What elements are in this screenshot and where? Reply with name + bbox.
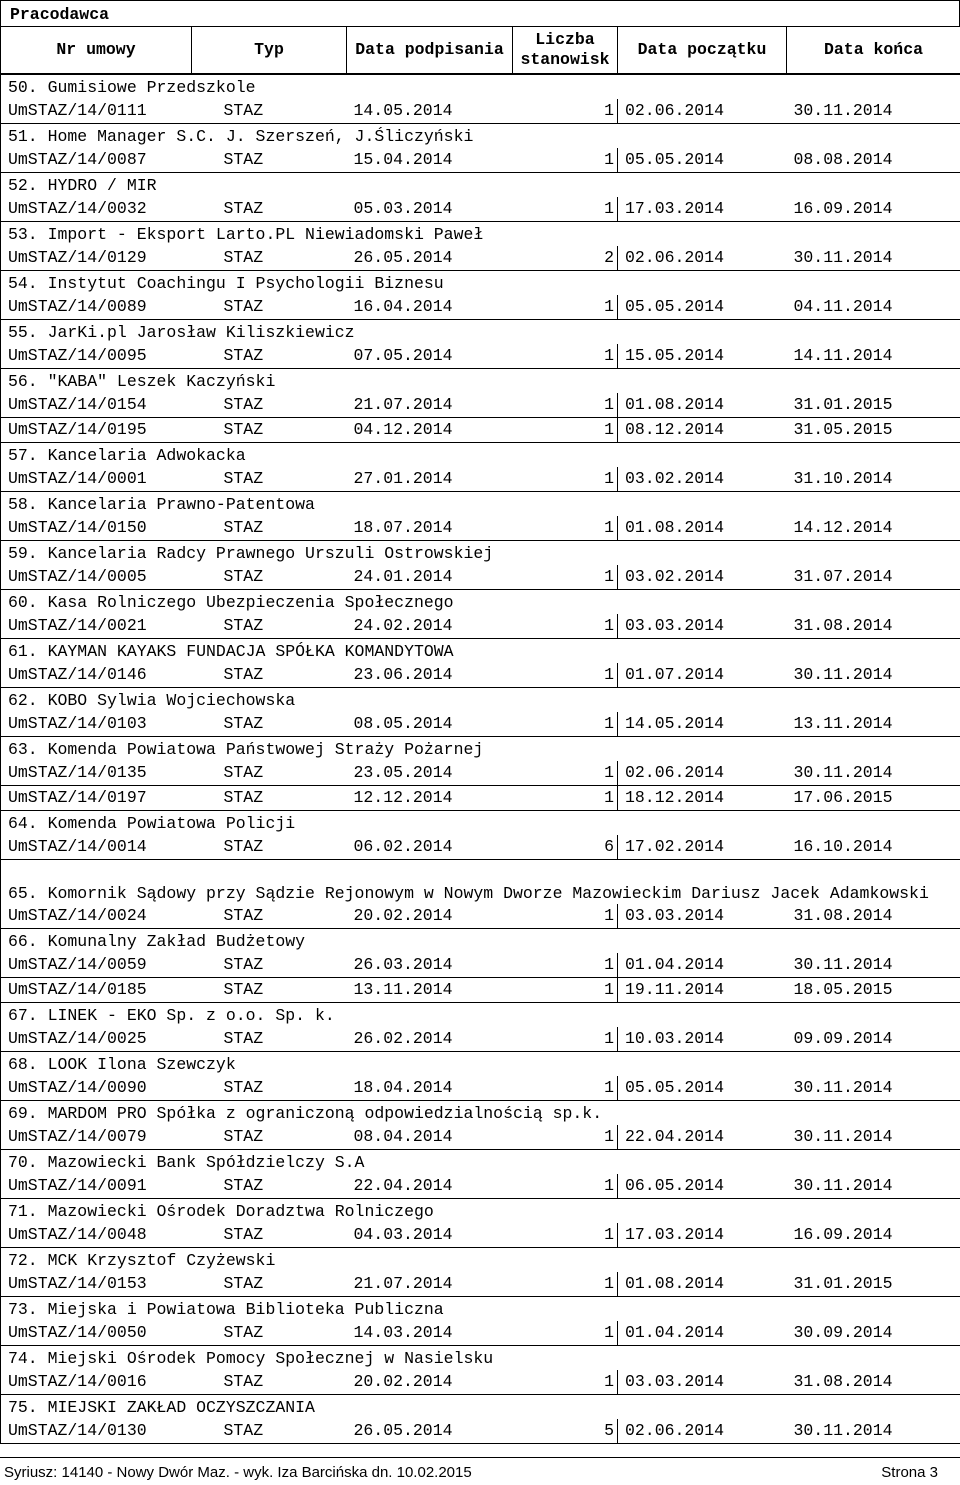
employer-name: 53. Import - Eksport Larto.PL Niewiadomski Paweł bbox=[1, 222, 960, 247]
contract-row bbox=[1, 761, 960, 786]
sign-date: 04.03.2014 bbox=[347, 1223, 513, 1248]
contract-no: UmSTAZ/14/0079 bbox=[1, 1125, 192, 1150]
start-date: 17.03.2014 bbox=[618, 1223, 787, 1248]
start-date: 01.04.2014 bbox=[618, 1321, 787, 1346]
positions-count: 1 bbox=[513, 1321, 618, 1346]
employer-name: 68. LOOK Ilona Szewczyk bbox=[1, 1052, 960, 1077]
contract-type: STAZ bbox=[192, 663, 347, 688]
start-date: 19.11.2014 bbox=[618, 978, 787, 1003]
positions-count: 1 bbox=[513, 614, 618, 639]
employer-name: 72. MCK Krzysztof Czyżewski bbox=[1, 1248, 960, 1273]
end-date: 09.09.2014 bbox=[787, 1027, 960, 1052]
end-date: 14.12.2014 bbox=[787, 516, 960, 541]
contract-type: STAZ bbox=[192, 1223, 347, 1248]
positions-count: 1 bbox=[513, 978, 618, 1003]
positions-count: 1 bbox=[513, 1174, 618, 1199]
contract-row bbox=[1, 246, 960, 271]
employer-name: 74. Miejski Ośrodek Pomocy Społecznej w Nasielsku bbox=[1, 1346, 960, 1371]
employer-name: 70. Mazowiecki Bank Spółdzielczy S.A bbox=[1, 1150, 960, 1175]
contract-no: UmSTAZ/14/0014 bbox=[1, 835, 192, 860]
start-date: 01.08.2014 bbox=[618, 1272, 787, 1297]
contract-row bbox=[1, 418, 960, 443]
employer-name: 73. Miejska i Powiatowa Biblioteka Publiczna bbox=[1, 1297, 960, 1322]
table-body bbox=[1, 74, 960, 1444]
end-date: 04.11.2014 bbox=[787, 295, 960, 320]
employer-row bbox=[1, 1248, 960, 1273]
contract-row bbox=[1, 565, 960, 590]
end-date: 17.06.2015 bbox=[787, 786, 960, 811]
contract-row bbox=[1, 148, 960, 173]
employer-header bbox=[0, 0, 960, 27]
start-date: 01.04.2014 bbox=[618, 953, 787, 978]
end-date: 31.08.2014 bbox=[787, 614, 960, 639]
positions-count: 1 bbox=[513, 663, 618, 688]
contract-type: STAZ bbox=[192, 1272, 347, 1297]
contract-no: UmSTAZ/14/0153 bbox=[1, 1272, 192, 1297]
contract-no: UmSTAZ/14/0024 bbox=[1, 904, 192, 929]
end-date: 31.01.2015 bbox=[787, 393, 960, 418]
end-date: 18.05.2015 bbox=[787, 978, 960, 1003]
contract-no: UmSTAZ/14/0197 bbox=[1, 786, 192, 811]
contract-row bbox=[1, 197, 960, 222]
employer-name: 50. Gumisiowe Przedszkole bbox=[1, 74, 960, 99]
employer-name: 57. Kancelaria Adwokacka bbox=[1, 443, 960, 468]
end-date: 30.09.2014 bbox=[787, 1321, 960, 1346]
employer-name: 63. Komenda Powiatowa Państwowej Straży Pożarnej bbox=[1, 737, 960, 762]
contract-no: UmSTAZ/14/0095 bbox=[1, 344, 192, 369]
end-date: 31.08.2014 bbox=[787, 1370, 960, 1395]
contract-row bbox=[1, 614, 960, 639]
contract-no: UmSTAZ/14/0048 bbox=[1, 1223, 192, 1248]
contract-type: STAZ bbox=[192, 1419, 347, 1444]
sign-date: 22.04.2014 bbox=[347, 1174, 513, 1199]
positions-count: 1 bbox=[513, 99, 618, 124]
column-header-sign-date: Data podpisania bbox=[347, 27, 513, 75]
positions-count: 1 bbox=[513, 1272, 618, 1297]
positions-count: 1 bbox=[513, 148, 618, 173]
sign-date: 05.03.2014 bbox=[347, 197, 513, 222]
positions-count: 1 bbox=[513, 393, 618, 418]
end-date: 16.09.2014 bbox=[787, 197, 960, 222]
contract-row bbox=[1, 712, 960, 737]
sign-date: 23.05.2014 bbox=[347, 761, 513, 786]
contract-row bbox=[1, 904, 960, 929]
column-header-positions: Liczba stanowisk bbox=[513, 27, 618, 75]
contract-no: UmSTAZ/14/0025 bbox=[1, 1027, 192, 1052]
contract-row bbox=[1, 663, 960, 688]
contract-type: STAZ bbox=[192, 418, 347, 443]
positions-count: 1 bbox=[513, 418, 618, 443]
positions-count: 1 bbox=[513, 1370, 618, 1395]
contract-row bbox=[1, 467, 960, 492]
contract-row bbox=[1, 1370, 960, 1395]
column-header-contract-no: Nr umowy bbox=[1, 27, 192, 75]
employer-row bbox=[1, 1199, 960, 1224]
contract-no: UmSTAZ/14/0091 bbox=[1, 1174, 192, 1199]
start-date: 01.07.2014 bbox=[618, 663, 787, 688]
contract-type: STAZ bbox=[192, 516, 347, 541]
employer-row bbox=[1, 1101, 960, 1126]
employer-row bbox=[1, 737, 960, 762]
contract-type: STAZ bbox=[192, 246, 347, 271]
contract-type: STAZ bbox=[192, 712, 347, 737]
contract-type: STAZ bbox=[192, 197, 347, 222]
positions-count: 1 bbox=[513, 295, 618, 320]
start-date: 05.05.2014 bbox=[618, 148, 787, 173]
positions-count: 1 bbox=[513, 1125, 618, 1150]
contract-type: STAZ bbox=[192, 344, 347, 369]
sign-date: 08.05.2014 bbox=[347, 712, 513, 737]
positions-count: 1 bbox=[513, 1076, 618, 1101]
positions-count: 1 bbox=[513, 565, 618, 590]
start-date: 15.05.2014 bbox=[618, 344, 787, 369]
positions-count: 5 bbox=[513, 1419, 618, 1444]
employer-name: 71. Mazowiecki Ośrodek Doradztwa Rolniczego bbox=[1, 1199, 960, 1224]
employer-name: 56. "KABA" Leszek Kaczyński bbox=[1, 369, 960, 394]
employer-name: 59. Kancelaria Radcy Prawnego Urszuli Ostrowskiej bbox=[1, 541, 960, 566]
contract-row bbox=[1, 516, 960, 541]
contract-type: STAZ bbox=[192, 1174, 347, 1199]
sign-date: 08.04.2014 bbox=[347, 1125, 513, 1150]
employer-row bbox=[1, 369, 960, 394]
contract-row bbox=[1, 1076, 960, 1101]
contract-type: STAZ bbox=[192, 835, 347, 860]
sign-date: 15.04.2014 bbox=[347, 148, 513, 173]
contract-row bbox=[1, 99, 960, 124]
contract-type: STAZ bbox=[192, 148, 347, 173]
sign-date: 18.04.2014 bbox=[347, 1076, 513, 1101]
start-date: 08.12.2014 bbox=[618, 418, 787, 443]
contract-type: STAZ bbox=[192, 904, 347, 929]
employer-row bbox=[1, 492, 960, 517]
contract-no: UmSTAZ/14/0150 bbox=[1, 516, 192, 541]
end-date: 30.11.2014 bbox=[787, 761, 960, 786]
sign-date: 26.05.2014 bbox=[347, 1419, 513, 1444]
start-date: 03.02.2014 bbox=[618, 467, 787, 492]
employer-name: 64. Komenda Powiatowa Policji bbox=[1, 811, 960, 836]
start-date: 02.06.2014 bbox=[618, 1419, 787, 1444]
end-date: 31.08.2014 bbox=[787, 904, 960, 929]
end-date: 16.09.2014 bbox=[787, 1223, 960, 1248]
employer-row bbox=[1, 124, 960, 149]
end-date: 30.11.2014 bbox=[787, 1419, 960, 1444]
employer-name: 75. MIEJSKI ZAKŁAD OCZYSZCZANIA bbox=[1, 1395, 960, 1420]
positions-count: 1 bbox=[513, 1223, 618, 1248]
contract-row bbox=[1, 1223, 960, 1248]
contract-no: UmSTAZ/14/0032 bbox=[1, 197, 192, 222]
start-date: 03.03.2014 bbox=[618, 614, 787, 639]
positions-count: 1 bbox=[513, 1027, 618, 1052]
contract-no: UmSTAZ/14/0130 bbox=[1, 1419, 192, 1444]
contract-row bbox=[1, 393, 960, 418]
start-date: 18.12.2014 bbox=[618, 786, 787, 811]
sign-date: 14.03.2014 bbox=[347, 1321, 513, 1346]
sign-date: 06.02.2014 bbox=[347, 835, 513, 860]
employer-row bbox=[1, 688, 960, 713]
end-date: 30.11.2014 bbox=[787, 1174, 960, 1199]
column-header-start-date: Data początku bbox=[618, 27, 787, 75]
start-date: 03.02.2014 bbox=[618, 565, 787, 590]
start-date: 02.06.2014 bbox=[618, 761, 787, 786]
contract-no: UmSTAZ/14/0111 bbox=[1, 99, 192, 124]
end-date: 13.11.2014 bbox=[787, 712, 960, 737]
contract-type: STAZ bbox=[192, 393, 347, 418]
contract-row bbox=[1, 786, 960, 811]
employer-row bbox=[1, 320, 960, 345]
employer-name: 69. MARDOM PRO Spółka z ograniczoną odpowiedzialnością sp.k. bbox=[1, 1101, 960, 1126]
contract-type: STAZ bbox=[192, 295, 347, 320]
contract-no: UmSTAZ/14/0087 bbox=[1, 148, 192, 173]
contract-no: UmSTAZ/14/0001 bbox=[1, 467, 192, 492]
contract-type: STAZ bbox=[192, 1076, 347, 1101]
employer-name: 65. Komornik Sądowy przy Sądzie Rejonowym w Nowym Dworze Mazowieckim Dariusz Jacek Adamkowski bbox=[1, 860, 960, 905]
start-date: 02.06.2014 bbox=[618, 99, 787, 124]
contract-no: UmSTAZ/14/0089 bbox=[1, 295, 192, 320]
contract-type: STAZ bbox=[192, 953, 347, 978]
contract-no: UmSTAZ/14/0021 bbox=[1, 614, 192, 639]
contract-type: STAZ bbox=[192, 978, 347, 1003]
contract-no: UmSTAZ/14/0016 bbox=[1, 1370, 192, 1395]
start-date: 22.04.2014 bbox=[618, 1125, 787, 1150]
start-date: 01.08.2014 bbox=[618, 516, 787, 541]
contract-row bbox=[1, 835, 960, 860]
sign-date: 26.05.2014 bbox=[347, 246, 513, 271]
contract-type: STAZ bbox=[192, 786, 347, 811]
sign-date: 21.07.2014 bbox=[347, 1272, 513, 1297]
sign-date: 24.01.2014 bbox=[347, 565, 513, 590]
sign-date: 04.12.2014 bbox=[347, 418, 513, 443]
end-date: 08.08.2014 bbox=[787, 148, 960, 173]
employer-row bbox=[1, 811, 960, 836]
employer-row bbox=[1, 1052, 960, 1077]
contract-type: STAZ bbox=[192, 99, 347, 124]
contract-row bbox=[1, 1027, 960, 1052]
contract-row bbox=[1, 1174, 960, 1199]
start-date: 17.02.2014 bbox=[618, 835, 787, 860]
employer-row bbox=[1, 1346, 960, 1371]
end-date: 31.07.2014 bbox=[787, 565, 960, 590]
end-date: 30.11.2014 bbox=[787, 246, 960, 271]
sign-date: 14.05.2014 bbox=[347, 99, 513, 124]
contract-no: UmSTAZ/14/0154 bbox=[1, 393, 192, 418]
employer-row bbox=[1, 929, 960, 954]
end-date: 14.11.2014 bbox=[787, 344, 960, 369]
footer-info: Syriusz: 14140 - Nowy Dwór Maz. - wyk. Iza Barcińska dn. 10.02.2015 bbox=[4, 1464, 472, 1481]
sign-date: 27.01.2014 bbox=[347, 467, 513, 492]
contract-row bbox=[1, 1321, 960, 1346]
contract-row bbox=[1, 978, 960, 1003]
page-number: Strona 3 bbox=[881, 1464, 938, 1481]
contract-no: UmSTAZ/14/0103 bbox=[1, 712, 192, 737]
contract-no: UmSTAZ/14/0185 bbox=[1, 978, 192, 1003]
contract-type: STAZ bbox=[192, 565, 347, 590]
start-date: 10.03.2014 bbox=[618, 1027, 787, 1052]
contract-type: STAZ bbox=[192, 1027, 347, 1052]
contract-row bbox=[1, 1272, 960, 1297]
start-date: 05.05.2014 bbox=[618, 1076, 787, 1101]
contract-no: UmSTAZ/14/0146 bbox=[1, 663, 192, 688]
employer-row bbox=[1, 1395, 960, 1420]
contract-type: STAZ bbox=[192, 467, 347, 492]
employer-row bbox=[1, 590, 960, 615]
end-date: 16.10.2014 bbox=[787, 835, 960, 860]
sign-date: 13.11.2014 bbox=[347, 978, 513, 1003]
positions-count: 1 bbox=[513, 761, 618, 786]
employer-row bbox=[1, 1003, 960, 1028]
end-date: 31.10.2014 bbox=[787, 467, 960, 492]
employer-name: 67. LINEK - EKO Sp. z o.o. Sp. k. bbox=[1, 1003, 960, 1028]
positions-count: 1 bbox=[513, 786, 618, 811]
sign-date: 20.02.2014 bbox=[347, 904, 513, 929]
column-header-row bbox=[1, 27, 960, 75]
page-footer bbox=[0, 1457, 960, 1485]
column-header-end-date: Data końca bbox=[787, 27, 960, 75]
end-date: 31.01.2015 bbox=[787, 1272, 960, 1297]
end-date: 30.11.2014 bbox=[787, 1076, 960, 1101]
sign-date: 20.02.2014 bbox=[347, 1370, 513, 1395]
contract-no: UmSTAZ/14/0059 bbox=[1, 953, 192, 978]
employer-row bbox=[1, 860, 960, 905]
employer-row bbox=[1, 271, 960, 296]
sign-date: 12.12.2014 bbox=[347, 786, 513, 811]
employer-name: 54. Instytut Coachingu I Psychologii Biznesu bbox=[1, 271, 960, 296]
contract-no: UmSTAZ/14/0005 bbox=[1, 565, 192, 590]
start-date: 17.03.2014 bbox=[618, 197, 787, 222]
end-date: 30.11.2014 bbox=[787, 663, 960, 688]
end-date: 30.11.2014 bbox=[787, 953, 960, 978]
end-date: 30.11.2014 bbox=[787, 99, 960, 124]
contract-type: STAZ bbox=[192, 1370, 347, 1395]
start-date: 03.03.2014 bbox=[618, 1370, 787, 1395]
contract-type: STAZ bbox=[192, 614, 347, 639]
employer-name: 58. Kancelaria Prawno-Patentowa bbox=[1, 492, 960, 517]
contract-row bbox=[1, 953, 960, 978]
start-date: 02.06.2014 bbox=[618, 246, 787, 271]
employer-row bbox=[1, 443, 960, 468]
employer-row bbox=[1, 541, 960, 566]
employer-name: 66. Komunalny Zakład Budżetowy bbox=[1, 929, 960, 954]
contract-type: STAZ bbox=[192, 1125, 347, 1150]
contract-no: UmSTAZ/14/0090 bbox=[1, 1076, 192, 1101]
start-date: 06.05.2014 bbox=[618, 1174, 787, 1199]
sign-date: 21.07.2014 bbox=[347, 393, 513, 418]
sign-date: 23.06.2014 bbox=[347, 663, 513, 688]
contract-no: UmSTAZ/14/0050 bbox=[1, 1321, 192, 1346]
start-date: 03.03.2014 bbox=[618, 904, 787, 929]
positions-count: 6 bbox=[513, 835, 618, 860]
contract-type: STAZ bbox=[192, 761, 347, 786]
employer-row bbox=[1, 222, 960, 247]
start-date: 05.05.2014 bbox=[618, 295, 787, 320]
positions-count: 1 bbox=[513, 467, 618, 492]
sign-date: 26.03.2014 bbox=[347, 953, 513, 978]
contract-no: UmSTAZ/14/0129 bbox=[1, 246, 192, 271]
contract-row bbox=[1, 1125, 960, 1150]
employer-row bbox=[1, 173, 960, 198]
positions-count: 1 bbox=[513, 712, 618, 737]
start-date: 14.05.2014 bbox=[618, 712, 787, 737]
sign-date: 24.02.2014 bbox=[347, 614, 513, 639]
contracts-table bbox=[0, 26, 960, 1444]
end-date: 31.05.2015 bbox=[787, 418, 960, 443]
employer-name: 60. Kasa Rolniczego Ubezpieczenia Społecznego bbox=[1, 590, 960, 615]
employer-row bbox=[1, 1150, 960, 1175]
contract-type: STAZ bbox=[192, 1321, 347, 1346]
contract-row bbox=[1, 1419, 960, 1444]
positions-count: 1 bbox=[513, 197, 618, 222]
employer-label: Pracodawca bbox=[10, 5, 109, 24]
positions-count: 1 bbox=[513, 953, 618, 978]
employer-name: 51. Home Manager S.C. J. Szerszeń, J.Śliczyński bbox=[1, 124, 960, 149]
contract-no: UmSTAZ/14/0135 bbox=[1, 761, 192, 786]
employer-name: 62. KOBO Sylwia Wojciechowska bbox=[1, 688, 960, 713]
employer-row bbox=[1, 74, 960, 99]
contract-row bbox=[1, 344, 960, 369]
employer-row bbox=[1, 639, 960, 664]
positions-count: 2 bbox=[513, 246, 618, 271]
employer-row bbox=[1, 1297, 960, 1322]
contract-no: UmSTAZ/14/0195 bbox=[1, 418, 192, 443]
column-header-type: Typ bbox=[192, 27, 347, 75]
sign-date: 16.04.2014 bbox=[347, 295, 513, 320]
employer-name: 55. JarKi.pl Jarosław Kiliszkiewicz bbox=[1, 320, 960, 345]
sign-date: 07.05.2014 bbox=[347, 344, 513, 369]
sign-date: 26.02.2014 bbox=[347, 1027, 513, 1052]
contract-row bbox=[1, 295, 960, 320]
start-date: 01.08.2014 bbox=[618, 393, 787, 418]
employer-name: 61. KAYMAN KAYAKS FUNDACJA SPÓŁKA KOMANDYTOWA bbox=[1, 639, 960, 664]
positions-count: 1 bbox=[513, 516, 618, 541]
positions-count: 1 bbox=[513, 344, 618, 369]
sign-date: 18.07.2014 bbox=[347, 516, 513, 541]
positions-count: 1 bbox=[513, 904, 618, 929]
employer-name: 52. HYDRO / MIR bbox=[1, 173, 960, 198]
end-date: 30.11.2014 bbox=[787, 1125, 960, 1150]
